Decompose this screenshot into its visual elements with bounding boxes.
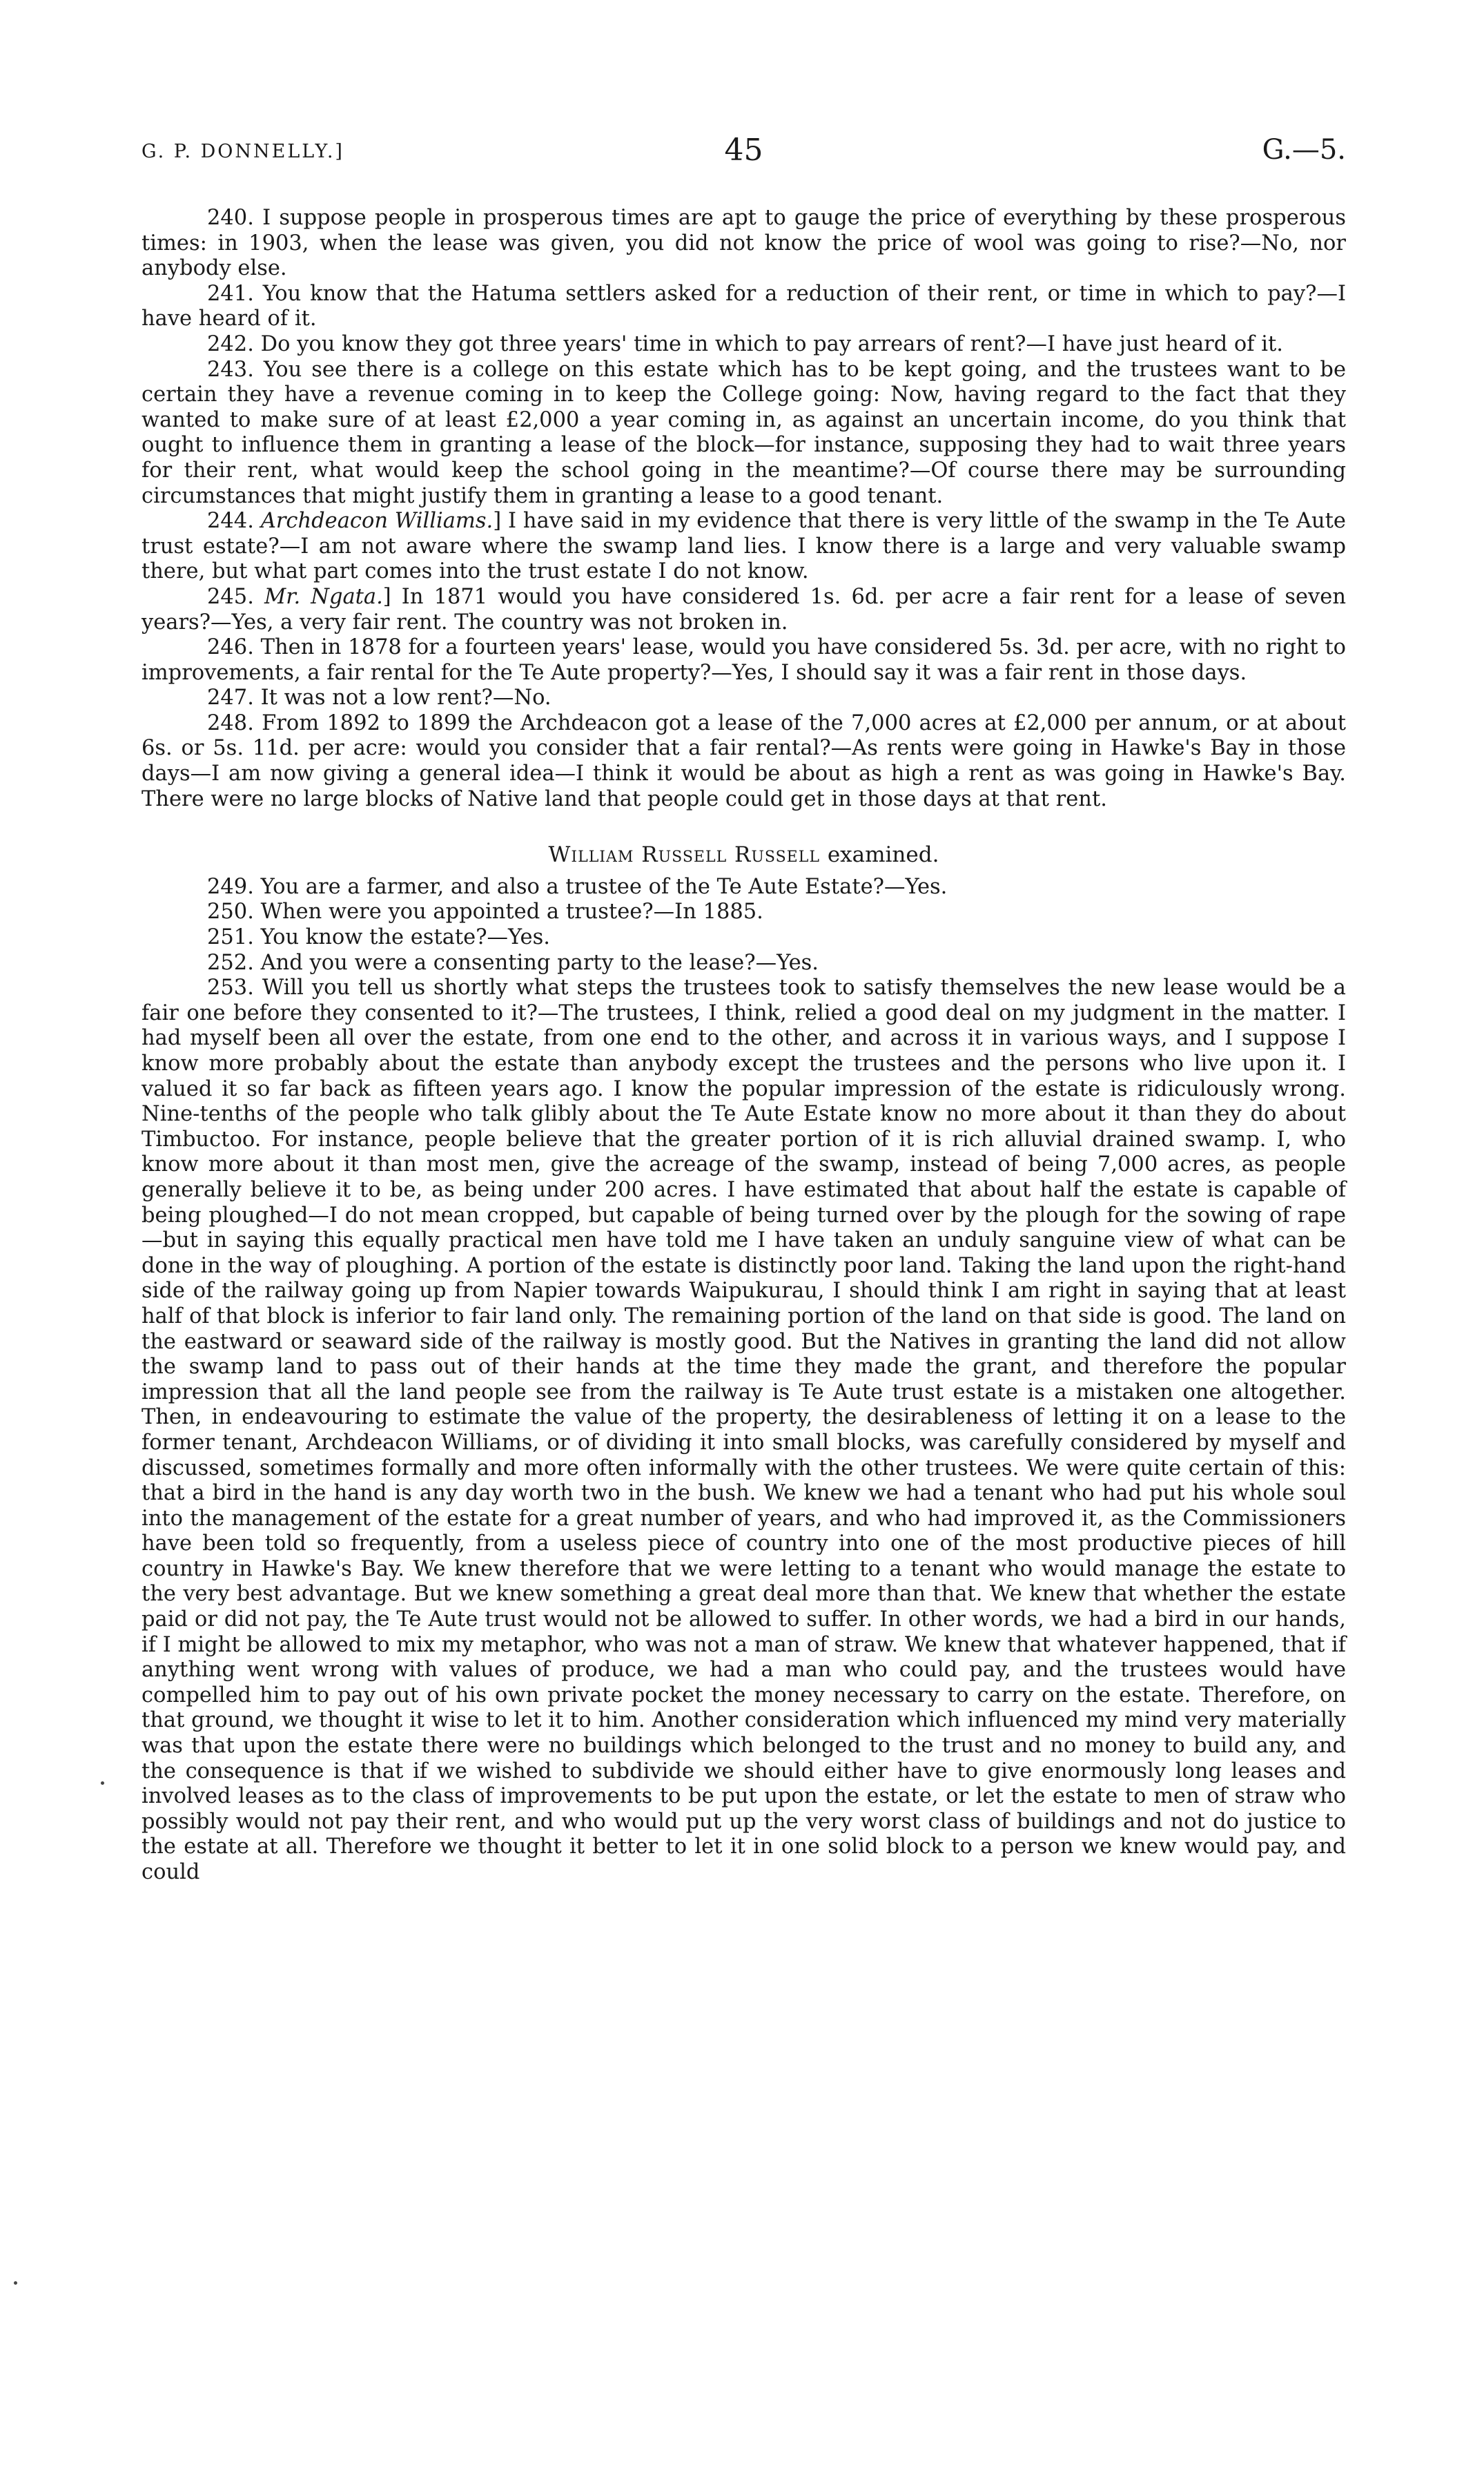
question-number: 252. xyxy=(207,950,254,975)
question-number: 246. xyxy=(207,635,254,660)
paragraph-text: Then in 1878 for a fourteen years' lease, would you have considered 5s. 3d. per acre, with no right to improvements, a fair rental for the Te Aute property?—Yes, I should say it was a fair rent in those days. xyxy=(141,635,1346,685)
speaker-name: Mr. Ngata. xyxy=(264,584,383,609)
paragraph-text: You know the estate?—Yes. xyxy=(260,925,550,950)
speaker-name: Archdeacon Williams. xyxy=(260,509,494,534)
page-number: 45 xyxy=(724,133,763,168)
question-number: 245. xyxy=(207,584,254,609)
paragraph-245: 245. Mr. Ngata.] In 1871 would you have considered 1s. 6d. per acre a fair rent for a lease of seven years?—Yes, a very fair rent. The country was not broken in. xyxy=(141,584,1346,635)
paragraph-text: And you were a consenting party to the lease?—Yes. xyxy=(260,950,819,975)
paragraph-243 xyxy=(141,358,1346,510)
question-number: 248. xyxy=(207,710,254,735)
paragraph-text: Do you know they got three years' time in which to pay arrears of rent?—I have just heard of it. xyxy=(260,331,1283,356)
paragraph-text: It was not a low rent?—No. xyxy=(260,686,551,710)
paragraph-240 xyxy=(141,206,1346,282)
paragraph-249 xyxy=(141,875,1346,900)
paragraph-text: You know that the Hatuma settlers asked for a reduction of their rent, or time in which to pay?—I have heard of it. xyxy=(141,281,1346,331)
paragraph-text: When were you appointed a trustee?—In 1885. xyxy=(260,900,763,925)
paragraph-text: In 1871 would you have considered 1s. 6d. per acre a fair rent for a lease of seven years?—Yes, a very fair rent. The country was not broken in. xyxy=(141,584,1346,635)
question-number: 243. xyxy=(207,357,254,382)
paragraph-241 xyxy=(141,282,1346,332)
question-number: 241. xyxy=(207,281,254,306)
paragraph-text: I suppose people in prosperous times are apt to gauge the price of everything by these prosperous times: in 1903, when the lease was given, you did not know the price of wool was going to rise?—No, nor anybody else. xyxy=(141,206,1346,281)
paragraph-250 xyxy=(141,900,1346,925)
question-number: 242. xyxy=(207,331,254,356)
paragraph-text: You see there is a college on this estate which has to be kept going, and the trustees want to be certain they have a revenue coming in to keep the College going: Now, having regard to the fact that they wanted to make sure of at least £2,000 a year coming in, as against an uncertain income, do you think that ought to influence them in granting a lease of the block—for instance, supposing they had to wait three years for their rent, what would keep the school going in the meantime?—Of course there may be surrounding circumstances that might justify them in granting a lease to a good tenant. xyxy=(141,357,1346,508)
question-number: 253. xyxy=(207,976,254,1000)
paragraph-244: 244. Archdeacon Williams.] I have said in my evidence that there is very little of the swamp in the Te Aute trust estate?—I am not aware where the swamp land lies. I know there is a large and very valuable swamp there, but what part comes into the trust estate I do not know. xyxy=(141,509,1346,584)
margin-speck xyxy=(101,1781,104,1785)
margin-speck xyxy=(14,2281,17,2285)
witness-heading-suffix: examined. xyxy=(827,842,939,868)
paragraph-text: Will you tell us shortly what steps the trustees took to satisfy themselves the new lease would be a fair one before they consented to it?—The trustees, I think, relied a good deal on my judgment in the matter. I had myself been all over the estate, from one end to the other, and across it in various ways, and I suppose I know more probably about the estate than anybody except the trustees and the persons who live upon it. I valued it so far back as fifteen years ago. I know the popular impression of the estate is ridiculously wrong. Nine-tenths of the people who talk glibly about the Te Aute Estate know no more about it than they do about Timbuctoo. For instance, people believe that the greater portion of it is rich alluvial drained swamp. I, who know more about it than most men, give the acreage of the swamp, instead of being 7,000 acres, as people generally believe it to be, as being under 200 acres. I have estimated that about half the estate is capable of being ploughed—I do not mean cropped, but capable of being turned over by the plough for the sowing of rape—but in saying this equally practical men have told me I have taken an unduly sanguine view of what can be done in the way of ploughing. A portion of the estate is distinctly poor land. Taking the land upon the right-hand side of the railway going up from Napier towards Waipukurau, I should think I am right in saying that at least half of that block is inferior to fair land only. The remaining portion of the land on that side is good. The land on the eastward or seaward side of the railway is mostly good. But the Natives in granting the land did not allow the swamp land to pass out of their hands at the time they made the grant, and therefore the popular impression that all the land people see from the railway is Te Aute trust estate is a mistaken one altogether. Then, in endeavouring to estimate the value of the property, the desirableness of letting it on a lease to the former tenant, Archdeacon Williams, or of dividing it into small blocks, was carefully considered by myself and discussed, sometimes formally and more often informally with the other trustees. We were quite certain of this: that a bird in the hand is any day worth two in the bush. We knew we had a tenant who had put his whole soul into the management of the estate for a great number of years, and who had improved it, as the Commissioners have been told so frequently, from a useless piece of country into one of the most productive pieces of hill country in Hawke's Bay. We knew therefore that we were letting to a tenant who would manage the estate to the very best advantage. But we knew something a great deal more than that. We knew that whether the estate paid or did not pay, the Te Aute trust would not be allowed to suffer. In other words, we had a bird in our hands, if I might be allowed to mix my metaphor, who was not a man of straw. We knew that whatever happened, that if anything went wrong with values of produce, we had a man who could pay, and the trustees would have compelled him to pay out of his own private pocket the money necessary to carry on the estate. Therefore, on that ground, we thought it wise to let it to him. Another consideration which influenced my mind very materially was that upon the estate there were no buildings which belonged to the trust and no money to build any, and the consequence is that if we wished to subdivide we should either have to give enormously long leases and involved leases as to the class of improvements to be put upon the estate, or let the estate to men of straw who possibly would not pay their rent, and who would put up the very worst class of buildings and not do justice to the estate at all. Therefore we thought it better to let it in one solid block to a person we knew would pay, and could xyxy=(141,976,1346,1884)
question-number: 247. xyxy=(207,686,254,710)
question-number: 249. xyxy=(207,874,254,899)
witness-running-head: G. P. DONNELLY.] xyxy=(141,141,344,162)
question-number: 240. xyxy=(207,206,254,230)
paragraph-247 xyxy=(141,686,1346,711)
witness-name: William Russell Russell xyxy=(548,842,820,868)
question-number: 244. xyxy=(207,509,254,534)
paragraph-253 xyxy=(141,976,1346,1885)
witness-heading xyxy=(141,842,1346,868)
paragraph-text: You are a farmer, and also a trustee of the Te Aute Estate?—Yes. xyxy=(260,874,948,899)
paragraph-246 xyxy=(141,635,1346,686)
paragraph-252 xyxy=(141,951,1346,976)
body-text xyxy=(141,206,1346,1886)
paragraph-242 xyxy=(141,332,1346,358)
paragraph-251 xyxy=(141,925,1346,951)
page-header xyxy=(141,133,1346,180)
paragraph-text: I have said in my evidence that there is very little of the swamp in the Te Aute trust estate?—I am not aware where the swamp land lies. I know there is a large and very valuable swamp there, but what part comes into the trust estate I do not know. xyxy=(141,509,1346,584)
paper-reference: G.—5. xyxy=(1262,134,1346,166)
paragraph-text: From 1892 to 1899 the Archdeacon got a lease of the 7,000 acres at £2,000 per annum, or at about 6s. or 5s. 11d. per acre: would you consider that a fair rental?—As rents were going in Hawke's Bay in those days—I am now giving a general idea—I think it would be about as high a rent as was going in Hawke's Bay. There were no large blocks of Native land that people could get in those days at that rent. xyxy=(141,710,1346,811)
paragraph-248 xyxy=(141,711,1346,812)
question-number: 250. xyxy=(207,900,254,925)
question-number: 251. xyxy=(207,925,254,950)
